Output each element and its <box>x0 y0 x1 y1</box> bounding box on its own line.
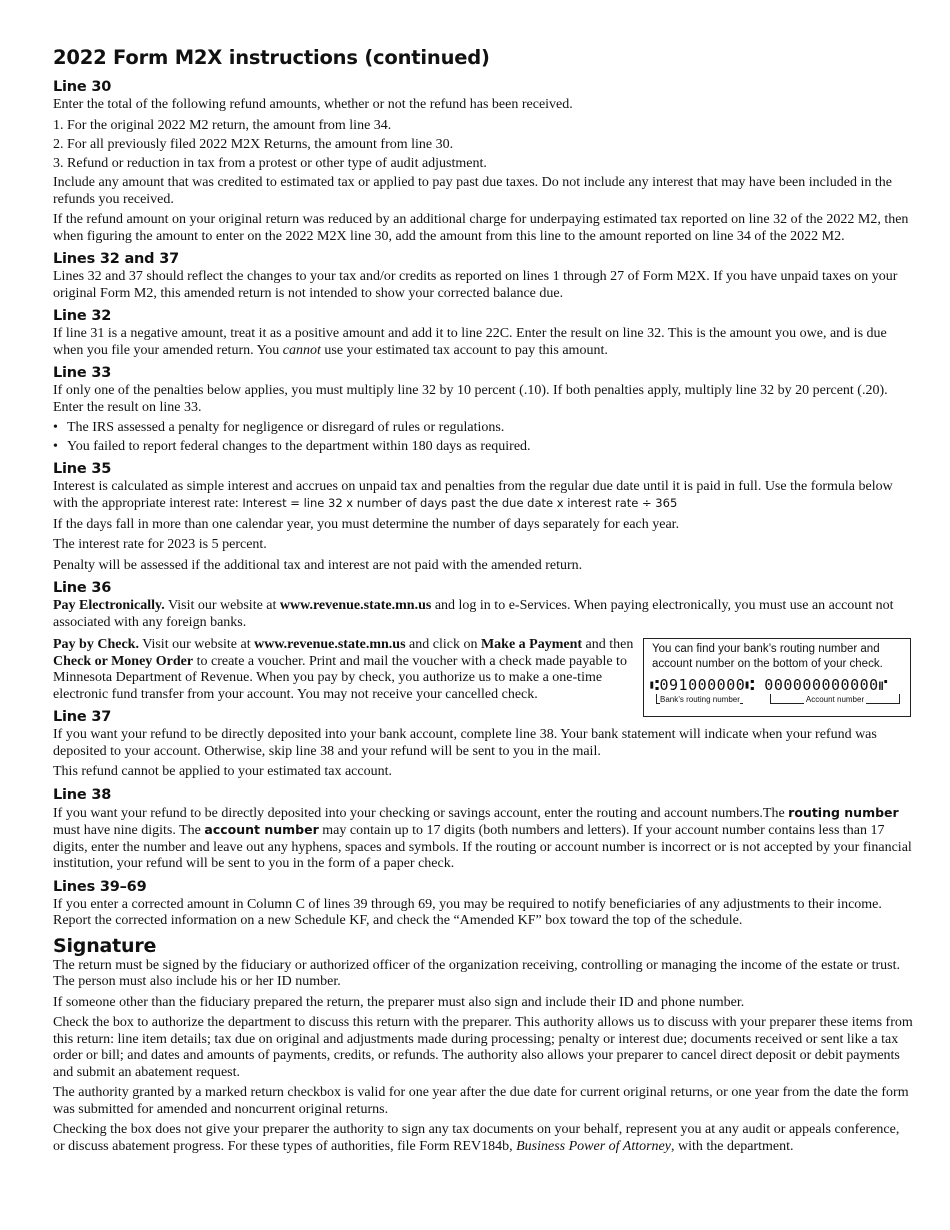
line-37-paragraph: If you want your refund to be directly deposited into your bank account, complete line 38. Your bank statement will indicate when your refund was deposited to your account. Otherwise, skip line 38 and your refund will be sent to you in the mail. <box>53 727 877 759</box>
heading-lines-39-69: Lines 39–69 <box>53 878 147 895</box>
section-signature <box>53 934 913 1156</box>
heading-line-32: Line 32 <box>53 308 112 324</box>
interest-formula: Interest = line 32 x number of days past the due date x interest rate ÷ 365 <box>242 496 678 510</box>
text-run: and click on <box>405 637 481 652</box>
text-run: Visit our website at <box>164 598 280 613</box>
line-33-bullets <box>53 420 913 456</box>
section-line-36 <box>53 578 913 703</box>
list-item-text: For the original 2022 M2 return, the amount from line 34. <box>67 117 392 133</box>
list-item-text: For all previously filed 2022 M2X Returns, the amount from line 30. <box>67 136 454 152</box>
line-35-paragraph: Penalty will be assessed if the additional tax and interest are not paid with the amended return. <box>53 557 583 573</box>
text-run: and log in to e-Services. When paying electronically, you must use an account not associated with any foreign banks. <box>53 598 894 630</box>
text-run: must have nine digits. The <box>53 823 205 838</box>
lines-32-37-paragraph: Lines 32 and 37 should reflect the changes to your tax and/or credits as reported on lines 1 through 27 of Form M2X. If you have unpaid taxes on your original Form M2, this amended return is not intended to show your corrected balance due. <box>53 269 898 301</box>
heading-lines-32-37: Lines 32 and 37 <box>53 251 179 267</box>
instructions-page <box>53 46 913 1159</box>
line-30-list <box>53 118 913 173</box>
text-run: , with the department. <box>671 1138 794 1154</box>
heading-line-38: Line 38 <box>53 786 112 803</box>
page-title: 2022 Form M2X instructions (continued) <box>53 46 490 69</box>
pay-by-check-label: Pay by Check. <box>53 637 139 652</box>
line-35-paragraph: If the days fall in more than one calendar year, you must determine the number of days separately for each year. <box>53 516 680 532</box>
heading-line-35: Line 35 <box>53 460 112 477</box>
line-30-paragraph: Include any amount that was credited to estimated tax or applied to pay past due taxes. Do not include any interest that may have been included in the refunds you received. <box>53 175 892 207</box>
micr-labels <box>644 694 910 708</box>
make-a-payment-link[interactable]: Make a Payment <box>480 637 583 652</box>
pay-electronically-label: Pay Electronically. <box>53 598 165 613</box>
line-33-paragraph: If only one of the penalties below applies, you must multiply line 32 by 10 percent (.10). If both penalties apply, multiply line 32 by 20 percent (.20). Enter the result on line 33. <box>53 383 888 415</box>
text-run: Checking the box does not give your preparer the authority to sign any tax documents on your behalf, represent you at any audit or appeals conference, or discuss abatement progress. For these types of authorities, file Form REV184b, <box>53 1122 900 1154</box>
text-run: use your estimated tax account to pay this amount. <box>320 342 608 358</box>
website-link[interactable]: www.revenue.state.mn.us <box>254 637 406 652</box>
bullet-item <box>53 420 913 437</box>
signature-paragraph: The return must be signed by the fiduciary or authorized officer of the organization receiving, controlling or managing the income of the estate or trust. The person must also include his or her ID number. <box>53 957 900 989</box>
pay-by-check-block <box>53 637 913 703</box>
lines-39-69-paragraph: If you enter a corrected amount in Column C of lines 39 through 69, you may be required to notify beneficiaries of any adjustments to their income. Report the corrected information on a new Schedule KF, and check the “Amended KF” box toward the top of the schedule. <box>53 896 882 928</box>
list-number: 3. <box>53 155 64 171</box>
account-number-term: account number <box>204 822 319 837</box>
section-line-38 <box>53 785 913 873</box>
text-run: Visit our website at <box>138 637 255 652</box>
line-30-intro: Enter the total of the following refund amounts, whether or not the refund has been received. <box>53 97 573 112</box>
list-item-text: Refund or reduction in tax from a protest or other type of audit adjustment. <box>67 155 487 171</box>
line-30-paragraph: If the refund amount on your original return was reduced by an additional charge for underpaying estimated tax reported on line 32 of the 2022 M2, then when figuring the amount to enter on the 2022 M2X line 30, add the amount from this line to the amount reported on line 34 of the 2022 M2. <box>53 212 909 244</box>
text-run: If line 31 is a negative amount, treat it as a positive amount and add it to line 22C. Enter the result on line 32. This is the amount you owe, and is due when you file your amended return. You <box>53 326 887 358</box>
heading-line-33: Line 33 <box>53 365 112 381</box>
routing-number-bracket <box>656 694 743 704</box>
account-number-label: Account number <box>805 695 865 704</box>
list-item <box>53 137 913 154</box>
routing-number-term: routing number <box>788 804 899 820</box>
line-38-paragraph <box>53 805 913 873</box>
section-line-33 <box>53 363 913 456</box>
text-run: Interest is calculated as simple interest and accrues on unpaid tax and penalties from the regular due date until it is paid in full. Use the formula below with the appropriate interest rate: <box>53 478 893 511</box>
check-or-money-order-link[interactable]: Check or Money Order <box>53 653 194 669</box>
account-number-bracket <box>770 694 900 704</box>
section-line-35 <box>53 459 913 575</box>
list-item <box>53 118 913 135</box>
signature-paragraph: If someone other than the fiduciary prepared the return, the preparer must also sign and include their ID and phone number. <box>53 994 745 1010</box>
section-line-32 <box>53 306 913 359</box>
section-lines-32-37 <box>53 249 913 302</box>
signature-paragraph: Check the box to authorize the department to discuss this return with the preparer. This authority allows us to discuss with your preparer these items from this return: line item details; tax due on original and adjustments made during processing; penalty or interest due; documents received or sent like a tax order or bill; and dates and amounts of payments, credits, or refunds. The authority also allows your preparer to cancel direct deposit or debit payments and submit an abatement request. <box>53 1015 913 1080</box>
website-link[interactable]: www.revenue.state.mn.us <box>279 598 432 613</box>
check-routing-diagram <box>643 638 911 717</box>
list-number: 2. <box>53 136 64 152</box>
line-32-paragraph <box>53 326 913 359</box>
text-run: to create a voucher. Print and mail the voucher with a check made payable to Minnesota Department of Revenue. When you pay by check, you authorize us to make a one-time electronic fund transfer from your account. You may not receive your cancelled check. <box>53 653 627 702</box>
heading-line-30: Line 30 <box>53 79 112 95</box>
routing-number-label: Bank’s routing number <box>660 695 740 704</box>
line-35-paragraph: The interest rate for 2023 is 5 percent. <box>53 537 267 552</box>
line-35-paragraph <box>53 479 913 513</box>
heading-signature: Signature <box>53 934 157 957</box>
section-line-37 <box>53 707 913 781</box>
signature-paragraph <box>53 1122 913 1155</box>
bullet-text: You failed to report federal changes to the department within 180 days as required. <box>67 439 531 454</box>
pay-by-check-paragraph <box>53 637 637 703</box>
micr-line: ⑆091000000⑆ 000000000000⑈ <box>650 676 889 694</box>
section-line-30 <box>53 77 913 245</box>
emphasis-cannot: cannot <box>282 342 321 358</box>
heading-line-37: Line 37 <box>53 709 112 725</box>
text-run: may contain up to 17 digits (both numbers and letters). If your account number contains less than 17 digits, enter the number and leave out any hyphens, spaces and symbols. If the routing or account number is incorrect or is not accepted by your financial institution, your refund will be sent to you in the form of a paper check. <box>53 823 912 871</box>
bullet-item <box>53 439 913 456</box>
bullet-text: The IRS assessed a penalty for negligence or disregard of rules or regulations. <box>67 420 505 435</box>
line-37-paragraph: This refund cannot be applied to your estimated tax account. <box>53 764 393 779</box>
list-item <box>53 156 913 173</box>
text-run: and then <box>582 637 634 652</box>
check-diagram-caption: You can find your bank’s routing number and account number on the bottom of your check. <box>652 643 883 670</box>
heading-line-36: Line 36 <box>53 580 112 596</box>
bullet-mark: • <box>53 420 58 435</box>
bullet-mark: • <box>53 439 58 454</box>
section-lines-39-69 <box>53 877 913 930</box>
signature-paragraph: The authority granted by a marked return checkbox is valid for one year after the due date for current original returns, or one year from the date the form was submitted for amended and noncurrent original returns. <box>53 1085 909 1117</box>
pay-electronically-paragraph <box>53 598 913 631</box>
emphasis-business-power-of-attorney: Business Power of Attorney <box>516 1138 671 1154</box>
text-run: If you want your refund to be directly deposited into your checking or savings account, enter the routing and account numbers.The <box>53 805 789 821</box>
list-number: 1. <box>53 117 64 133</box>
